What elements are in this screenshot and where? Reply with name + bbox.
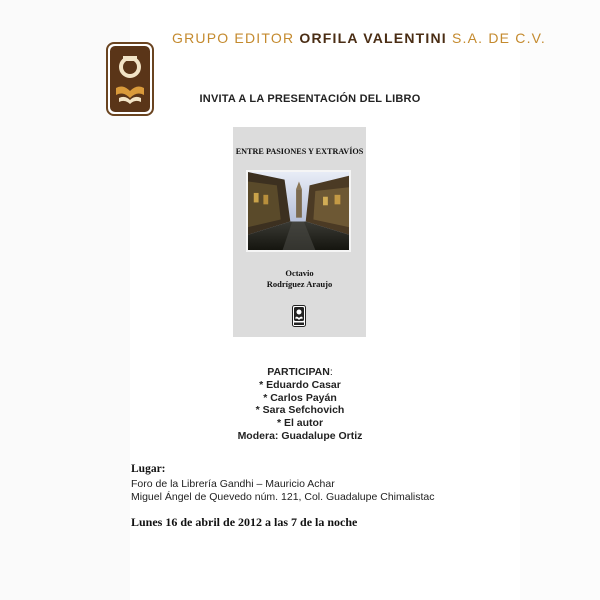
book-author [233, 268, 366, 290]
cover-publisher-logo-icon [292, 305, 306, 327]
participant-item: * Sara Sefchovich [255, 404, 345, 417]
participants-heading-colon: : [329, 366, 333, 378]
location-label: Lugar: [131, 463, 166, 475]
participants-block [185, 366, 415, 443]
header-part-1: GRUPO EDITOR [172, 30, 300, 46]
participant-item: * Carlos Payán [263, 391, 337, 404]
moderator-line: Modera: Guadalupe Ortiz [237, 429, 363, 442]
book-cover [233, 127, 366, 337]
author-first-name: Octavio [285, 268, 314, 278]
header-part-2: ORFILA VALENTINI [299, 30, 447, 46]
header-part-3: S.A. DE C.V. [446, 30, 547, 46]
participant-item: * Eduardo Casar [259, 378, 341, 391]
participants-heading [185, 366, 415, 379]
event-date-time: Lunes 16 de abril de 2012 a las 7 de la noche [131, 515, 358, 529]
invite-heading: INVITA A LA PRESENTACIÓN DEL LIBRO [199, 93, 421, 105]
participants-heading-text: PARTICIPAN [267, 366, 330, 378]
page-margin-right [520, 0, 600, 600]
author-last-name: Rodríguez Araujo [266, 279, 333, 289]
cover-street-photo [246, 170, 351, 252]
publisher-logo-icon [106, 42, 154, 116]
book-title: ENTRE PASIONES Y EXTRAVÍOS [235, 147, 364, 156]
location-line-2: Miguel Ángel de Quevedo núm. 121, Col. Guadalupe Chimalistac [131, 491, 435, 503]
participant-item: * El autor [276, 417, 324, 430]
location-line-1: Foro de la Librería Gandhi – Mauricio Achar [131, 478, 335, 490]
publisher-header [172, 30, 546, 46]
